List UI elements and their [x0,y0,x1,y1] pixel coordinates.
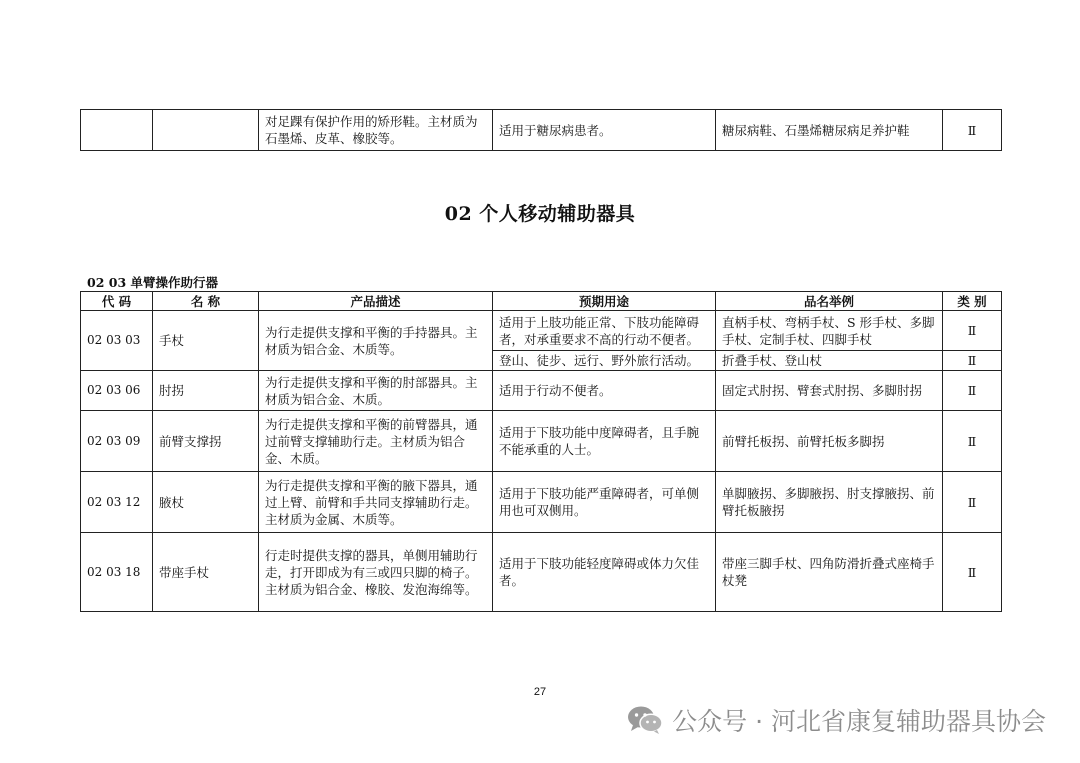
name-cell: 带座手杖 [153,533,259,612]
name-cell: 腋杖 [153,472,259,533]
table-row [81,311,1002,351]
description-cell: 对足踝有保护作用的矫形鞋。主材质为石墨烯、皮革、橡胶等。 [259,110,493,151]
wechat-icon [626,705,664,735]
page-number: 27 [533,686,547,698]
use-cell: 适用于行动不便者。 [493,371,716,411]
table-row [81,411,1002,472]
header-description: 产品描述 [259,292,493,311]
description-cell: 行走时提供支撑的器具，单侧用辅助行走，打开即成为有三或四只脚的椅子。主材质为铝合金、橡胶、发泡海绵等。 [259,533,493,612]
class-cell: Ⅱ [943,311,1002,351]
table-header [81,292,1002,311]
name-cell: 肘拐 [153,371,259,411]
examples-cell: 直柄手杖、弯柄手杖、S 形手杖、多脚手杖、定制手杖、四脚手杖 [716,311,943,351]
table-row [81,110,1002,151]
class-cell: Ⅱ [943,472,1002,533]
class-cell: Ⅱ [943,351,1002,371]
code-cell: 02 03 18 [81,533,153,612]
name-cell: 手杖 [153,311,259,371]
subsection-title: 02 03 单臂操作助行器 [87,275,218,290]
name-cell: 前臂支撑拐 [153,411,259,472]
examples-cell: 单脚腋拐、多脚腋拐、肘支撑腋拐、前臂托板腋拐 [716,472,943,533]
continued-table [80,109,1002,151]
table-row [81,472,1002,533]
examples-cell: 固定式肘拐、臂套式肘拐、多脚肘拐 [716,371,943,411]
class-cell: Ⅱ [943,533,1002,612]
class-cell: Ⅱ [943,411,1002,472]
examples-cell: 前臂托板拐、前臂托板多脚拐 [716,411,943,472]
table-row [81,533,1002,612]
use-cell: 登山、徒步、远行、野外旅行活动。 [493,351,716,371]
header-class: 类 别 [943,292,1002,311]
table-row [81,371,1002,411]
examples-cell: 糖尿病鞋、石墨烯糖尿病足养护鞋 [716,110,943,151]
use-cell: 适用于糖尿病患者。 [493,110,716,151]
class-cell: Ⅱ [943,110,1002,151]
device-table [80,291,1002,612]
use-cell: 适用于下肢功能轻度障碍或体力欠佳者。 [493,533,716,612]
use-cell: 适用于下肢功能中度障碍者，且手腕不能承重的人士。 [493,411,716,472]
name-cell [153,110,259,151]
watermark-text: 公众号 · 河北省康复辅助器具协会 [672,707,1046,736]
description-cell: 为行走提供支撑和平衡的腋下器具，通过上臂、前臂和手共同支撑辅助行走。主材质为金属、木质等。 [259,472,493,533]
header-code: 代 码 [81,292,153,311]
watermark [626,700,1046,740]
code-cell: 02 03 06 [81,371,153,411]
header-name: 名 称 [153,292,259,311]
use-cell: 适用于下肢功能严重障碍者，可单侧用也可双侧用。 [493,472,716,533]
code-cell: 02 03 03 [81,311,153,371]
class-cell: Ⅱ [943,371,1002,411]
header-use: 预期用途 [493,292,716,311]
code-cell: 02 03 12 [81,472,153,533]
code-cell: 02 03 09 [81,411,153,472]
examples-cell: 折叠手杖、登山杖 [716,351,943,371]
description-cell: 为行走提供支撑和平衡的肘部器具。主材质为铝合金、木质。 [259,371,493,411]
code-cell [81,110,153,151]
header-examples: 品名举例 [716,292,943,311]
description-cell: 为行走提供支撑和平衡的手持器具。主材质为铝合金、木质等。 [259,311,493,371]
section-title: 02 个人移动辅助器具 [444,203,636,225]
description-cell: 为行走提供支撑和平衡的前臂器具，通过前臂支撑辅助行走。主材质为铝合金、木质。 [259,411,493,472]
use-cell: 适用于上肢功能正常、下肢功能障碍者，对承重要求不高的行动不便者。 [493,311,716,351]
examples-cell: 带座三脚手杖、四角防滑折叠式座椅手杖凳 [716,533,943,612]
